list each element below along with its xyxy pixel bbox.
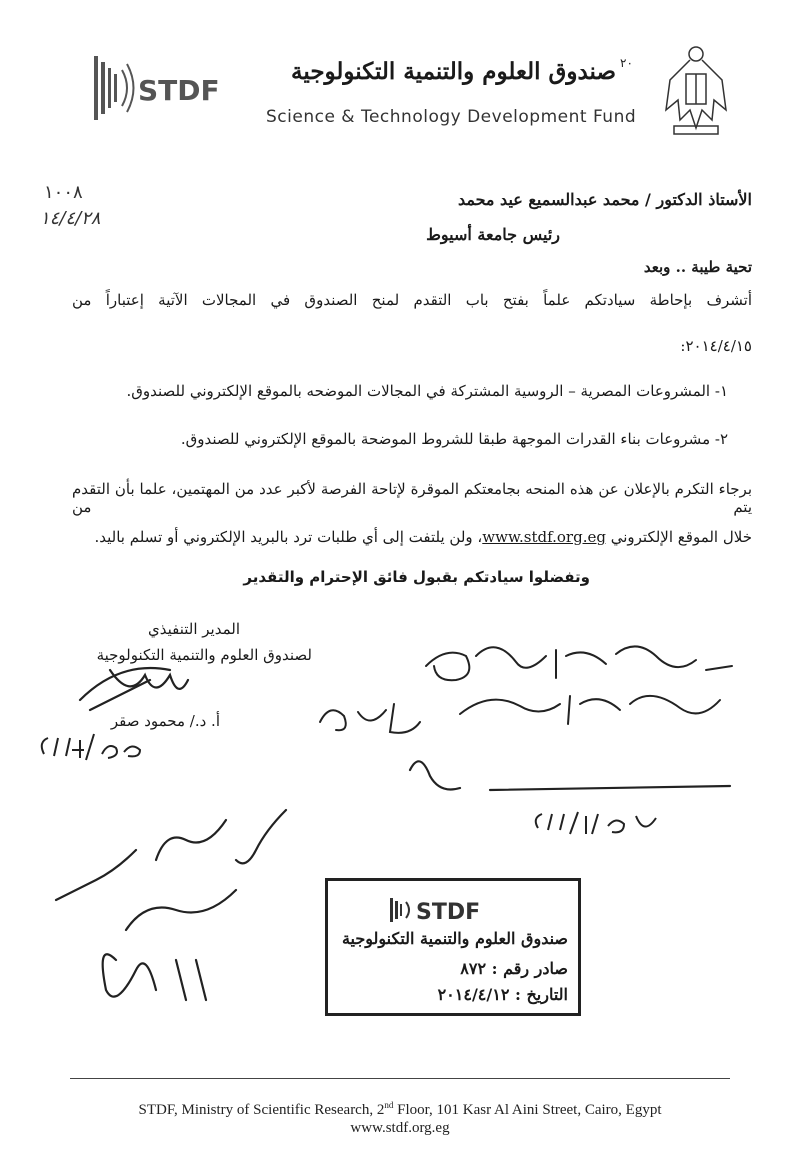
addressee-title: رئيس جامعة أسيوط [426,225,560,244]
egypt-eagle-emblem-icon [660,40,732,136]
stdf-logo-text: STDF [138,74,220,107]
stamp-date-label: التاريخ : [514,985,568,1004]
handwritten-note-2 [450,674,740,734]
stamp-org: صندوق العلوم والتنمية التكنولوجية [341,929,568,948]
footer-divider [70,1078,730,1079]
signatory-name: أ. د./ محمود صقر [110,712,220,730]
footer-website[interactable]: www.stdf.org.eg [350,1120,450,1136]
request-paragraph-continued [94,528,752,546]
signatory-org: لصندوق العلوم والتنمية التكنولوجية [96,646,312,664]
request-paragraph: برجاء التكرم بالإعلان عن هذه المنحه بجامعتكم الموقرة لإتاحة الفرصة لأكبر عدد من المهتمين، علما بأن التقدم يتم من [72,480,752,516]
stamp-date-row [438,985,568,1004]
request-text-before: خلال الموقع الإلكتروني [610,528,752,546]
stdf-logo [92,50,232,126]
list-item: ٢- مشروعات بناء القدرات الموجهة طبقا للشروط الموضحة بالموقع الإلكتروني للصندوق. [180,430,728,448]
handwritten-signature [60,640,260,720]
stamp-logo [388,895,524,925]
svg-text:١٠٠٨: ١٠٠٨ [44,182,83,203]
fund-name-number: ٢٠ [620,56,633,70]
fund-name-english: Science & Technology Development Fund [266,107,637,127]
footer-address: STDF, Ministry of Scientific Research, 2nd Floor, 101 Kasr Al Aini Street, Cairo, Egypt [138,1100,662,1118]
svg-text:١٤/٤/٢٨: ١٤/٤/٢٨ [40,208,101,229]
stamp-issued-row [460,959,568,978]
closing-line: وتفضلوا سيادتكم بقبول فائق الإحترام والتقدير [243,568,590,586]
list-item: ١- المشروعات المصرية – الروسية المشتركة في المجالات الموضحه بالموقع الإلكتروني للصندوق. [126,382,728,400]
handwritten-date-right [530,806,710,842]
stamp-issued-number: ٨٧٢ [460,959,487,978]
signatory-title: المدير التنفيذي [147,620,240,638]
greeting: تحية طيبة .. وبعد [643,258,752,276]
stamp-issued-label: صادر رقم : [491,959,568,978]
handwritten-note-3 [310,692,430,742]
intro-paragraph: أتشرف بإحاطة سيادتكم علماً بفتح باب التقدم لمنح الصندوق في المجالات الآتية إعتباراً من [72,291,752,309]
fund-name-arabic: صندوق العلوم والتنمية التكنولوجية [291,58,616,85]
request-text-after: ، ولن يلتفت إلى أي طلبات ترد بالبريد الإلكتروني أو تسلم باليد. [94,528,483,546]
website-link[interactable]: www.stdf.org.eg [482,528,606,546]
handwritten-marginal-note [36,790,326,1030]
handwritten-note-strike [400,740,740,800]
addressee: الأستاذ الدكتور / محمد عبدالسميع عيد محمد [457,190,752,209]
handwritten-reference-number [40,174,140,234]
handwritten-date-left [36,728,166,768]
start-date: ٢٠١٤/٤/١٥: [680,337,752,355]
stamp-date-value: ٢٠١٤/٤/١٢ [437,985,510,1004]
issue-stamp [325,878,581,1016]
svg-text:STDF: STDF [416,900,481,925]
